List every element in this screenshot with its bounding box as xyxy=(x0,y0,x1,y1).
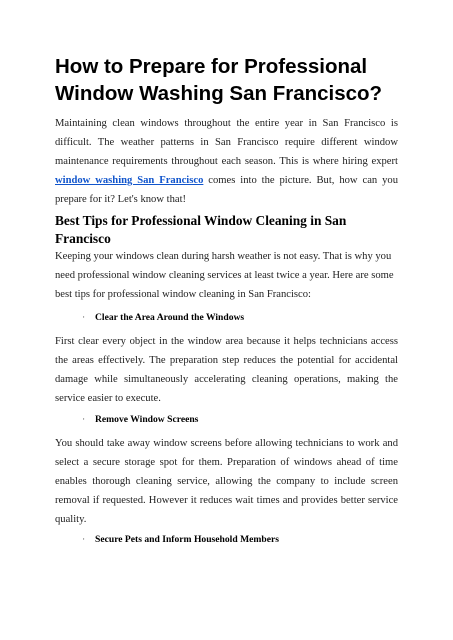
tip-heading-text: Clear the Area Around the Windows xyxy=(95,312,245,323)
intro-paragraph xyxy=(55,114,398,209)
bullet-icon: · xyxy=(82,534,86,545)
section-heading: Best Tips for Professional Window Cleaning in San Francisco xyxy=(55,213,347,246)
intro-text-before-link: Maintaining clean windows throughout the entire year in San Francisco is difficult. The weather patterns in San Francisco require different window maintenance requirements throughout each season. This is where hiring expert xyxy=(55,118,398,167)
tip-heading-2 xyxy=(82,413,402,427)
tip-heading-text: Remove Window Screens xyxy=(95,414,199,425)
document-title: How to Prepare for Professional Window Washing San Francisco? xyxy=(55,55,383,105)
intro-text-after-link: comes into the picture. But, how can you prepare for it? Let's know that! xyxy=(55,175,399,205)
tip-heading-3 xyxy=(82,533,402,547)
tip-heading-1 xyxy=(82,311,402,325)
section-intro-paragraph: Keeping your windows clean during harsh weather is not easy. That is why you need professional window cleaning services at least twice a year. Here are some best tips for professional window cleaning in San Francisco: xyxy=(55,251,394,300)
tip-heading-text: Secure Pets and Inform Household Members xyxy=(95,534,279,545)
bullet-icon: · xyxy=(82,312,86,323)
tip-body-1: First clear every object in the window area because it helps technicians access the areas effectively. The preparation step reduces the potential for accidental damage while simultaneously accelerating cleaning operations, making the service easier to execute. xyxy=(55,336,398,404)
tip-body-2: You should take away window screens before allowing technicians to work and select a secure storage spot for them. Preparation of windows ahead of time enables thorough cleaning service, allowing the company to include screen removal if requested. However it reduces wait times and provides better service quality. xyxy=(55,438,398,525)
bullet-icon: · xyxy=(82,414,86,425)
window-washing-link[interactable]: window washing San Francisco xyxy=(55,175,204,186)
